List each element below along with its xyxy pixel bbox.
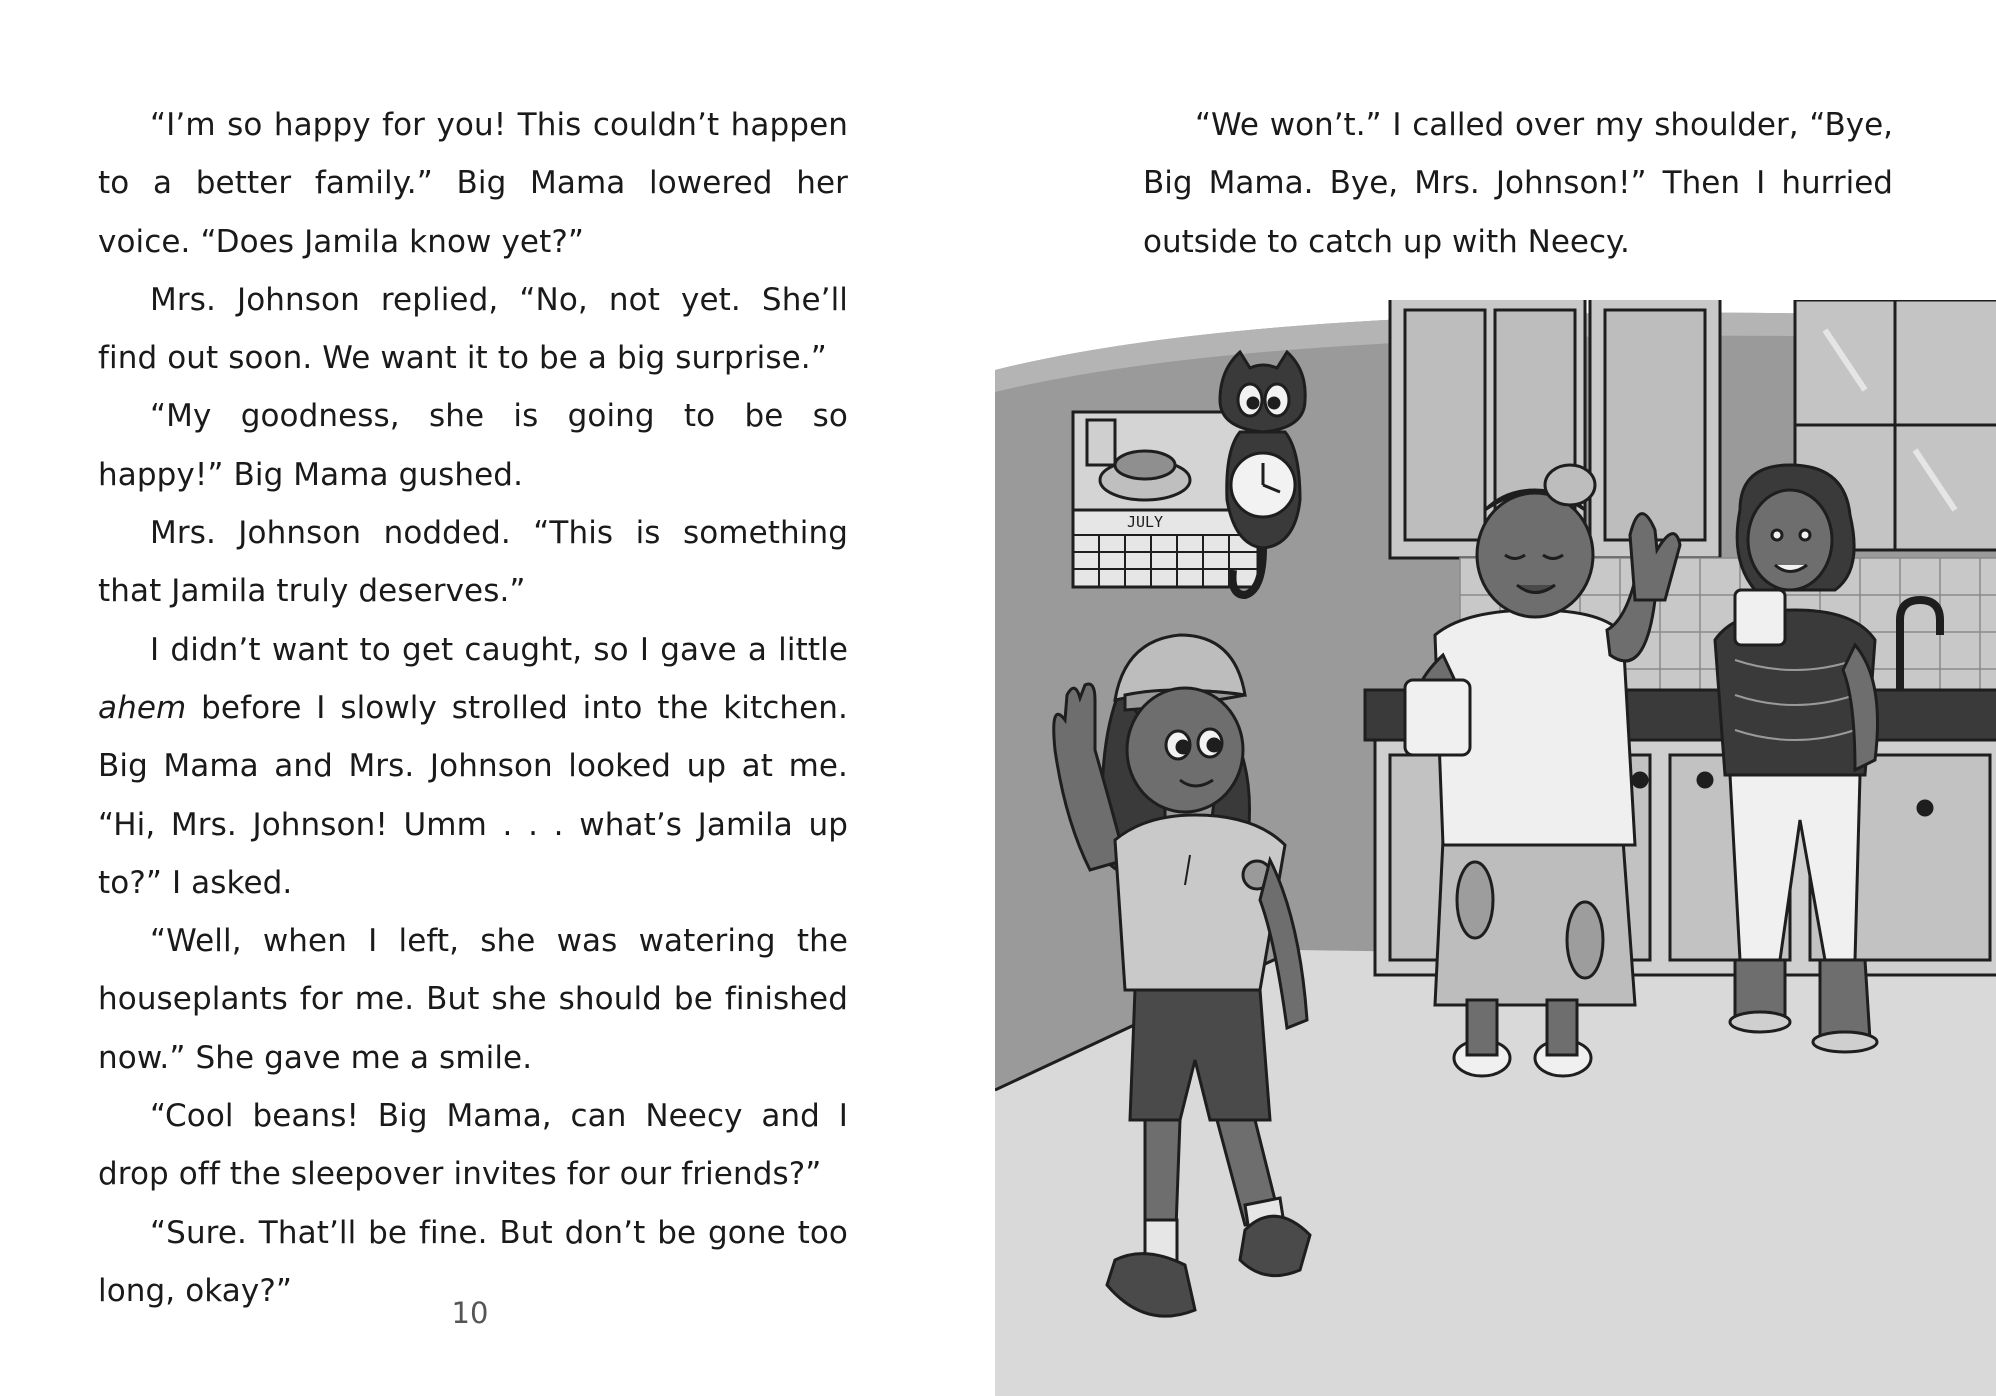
paragraph: Mrs. Johnson nodded. “This is something that Jamila truly deserves.” — [98, 515, 848, 610]
page-number: 10 — [451, 1296, 489, 1330]
emphasis-text: ahem — [98, 689, 187, 726]
paragraph: “Sure. That’ll be fine. But don’t be gone too long, okay?” — [98, 1214, 848, 1309]
paragraph-text: I didn’t want to get caught, so I gave a little — [150, 631, 848, 668]
paragraph: “Cool beans! Big Mama, can Neecy and I drop off the sleepover invites for our friends?” — [98, 1098, 848, 1193]
calendar-month: JULY — [1126, 513, 1164, 531]
paragraph: “My goodness, she is going to be so happy!” Big Mama gushed. — [98, 398, 848, 493]
paragraph: “I’m so happy for you! This couldn’t happen to a better family.” Big Mama lowered her voice. “Does Jamila know yet?” — [98, 107, 848, 260]
kitchen-illustration — [995, 300, 1996, 1396]
paragraph: Mrs. Johnson replied, “No, not yet. She’ll find out soon. We want it to be a big surprise.” — [98, 281, 848, 377]
paragraph — [98, 621, 848, 912]
paragraph: “We won’t.” I called over my shoulder, “Bye, Big Mama. Bye, Mrs. Johnson!” Then I hurried outside to catch up with Neecy. — [1143, 107, 1893, 260]
left-page — [0, 0, 995, 1396]
right-page-text — [1143, 96, 1893, 271]
paragraph: “Well, when I left, she was watering the houseplants for me. But she should be finished now.” She gave me a smile. — [98, 923, 848, 1076]
right-page — [995, 0, 1996, 1396]
left-page-text — [98, 96, 848, 1320]
paragraph-text: before I slowly strolled into the kitchen. Big Mama and Mrs. Johnson looked up at me. “Hi, Mrs. Johnson! Umm . . . what’s Jamila up to?” I asked. — [98, 689, 848, 901]
